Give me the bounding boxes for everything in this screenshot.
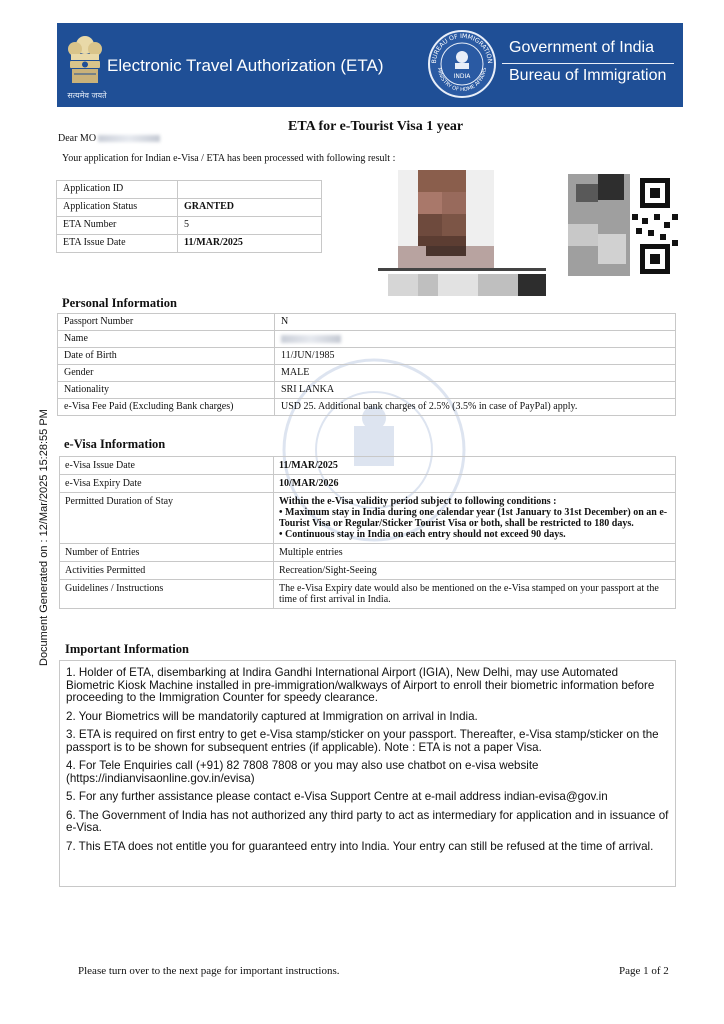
seal-top-text: BUREAU OF IMMIGRATION [430,32,494,64]
row-label: Number of Entries [60,544,274,562]
page-number: Page 1 of 2 [619,965,669,977]
table-row [57,235,322,253]
personal-information-heading: Personal Information [62,296,177,310]
seal-center-text: INDIA [453,73,471,80]
emblem-caption: सत्यमेव जयते [67,91,107,100]
stay-condition-intro: Within the e-Visa validity period subject to following conditions : [279,496,557,507]
table-row [58,399,676,416]
table-row [60,475,676,493]
row-label: Permitted Duration of Stay [60,493,274,544]
table-row [57,181,322,199]
row-label: Application ID [57,181,178,199]
qr-code-icon [568,174,678,276]
generated-timestamp: Document Generated on : 12/Mar/2025 15:28:55 PM [38,409,50,666]
entries-value: Multiple entries [274,544,676,562]
row-label: e-Visa Expiry Date [60,475,274,493]
date-of-birth-value: 11/JUN/1985 [275,348,676,365]
table-row [58,331,676,348]
table-row [58,382,676,399]
applicant-photo [398,170,494,271]
header-banner [57,23,683,107]
application-table [56,180,322,253]
row-label: Nationality [58,382,275,399]
row-label: Activities Permitted [60,562,274,580]
passport-number-value: N [275,314,676,331]
intro-text: Your application for Indian e-Visa / ETA has been processed with following result : [62,153,396,164]
important-item: 2. Your Biometrics will be mandatorily captured at Immigration on arrival in India. [66,709,478,723]
table-row [60,493,676,544]
redacted-name [98,135,160,142]
row-label: Gender [58,365,275,382]
application-status-value: GRANTED [178,199,322,217]
important-item: 6. The Government of India has not authorized any third party to act as intermediary for application and in issuance of e-Visa. [66,808,669,834]
row-label: e-Visa Fee Paid (Excluding Bank charges) [58,399,275,416]
activities-value: Recreation/Sight-Seeing [274,562,676,580]
stay-condition-max: • Maximum stay in India during one calendar year (1st January to 31st December) on an e-Tourist Visa or Regular/Sticker Tourist Visa or both, shall be restricted to 180 days. [279,507,668,529]
important-item: 4. For Tele Enquiries call (+91) 82 7808 7808 or you may also use chatbot on e-visa website (https://indianvisaonline.gov.in/evisa) [66,759,539,785]
evisa-issue-date-value: 11/MAR/2025 [274,457,676,475]
nationality-value: SRI LANKA [275,382,676,399]
guidelines-value: The e-Visa Expiry date would also be mentioned on the e-Visa stamped on your passport at the time of first arrival in India. [274,580,676,609]
personal-table [57,313,676,416]
bureau-label: Bureau of Immigration [509,67,667,84]
photo-image [398,170,494,271]
row-label: ETA Number [57,217,178,235]
table-row [58,314,676,331]
eta-title: Electronic Travel Authorization (ETA) [107,56,384,75]
important-item: 7. This ETA does not entitle you for guaranteed entry into India. Your entry can still be refused at the time of arrival. [66,839,654,853]
table-row [60,580,676,609]
application-id-value [178,181,322,199]
table-row [57,217,322,235]
document-title: ETA for e-Tourist Visa 1 year [288,119,464,134]
important-item: 1. Holder of ETA, disembarking at Indira Gandhi International Airport (IGIA), New Delhi, may use Automated Biometric Kiosk Machine installed in pre-immigration/walkways of Airport to enroll their biometric information before proceeding to the Immigration Counter for speedy clearance. [66,666,655,704]
barcode-icon [378,268,546,298]
footer-note: Please turn over to the next page for important instructions. [78,965,340,977]
table-row [60,457,676,475]
fee-value: USD 25. Additional bank charges of 2.5% (3.5% in case of PayPal) apply. [275,399,676,416]
table-row [58,365,676,382]
row-label: Name [58,331,275,348]
evisa-expiry-date-value: 10/MAR/2026 [274,475,676,493]
banner-divider [502,63,674,64]
salutation [58,133,160,144]
redacted-name-value [281,335,341,343]
evisa-information-heading: e-Visa Information [64,437,166,451]
row-label: ETA Issue Date [57,235,178,253]
row-label: Application Status [57,199,178,217]
stay-conditions [274,493,676,544]
table-row [60,562,676,580]
evisa-table [59,456,676,609]
name-value [275,331,676,348]
row-label: e-Visa Issue Date [60,457,274,475]
eta-number-value: 5 [178,217,322,235]
important-item: 5. For any further assistance please contact e-Visa Support Centre at e-mail address indian-evisa@gov.in [66,790,608,803]
row-label: Passport Number [58,314,275,331]
row-label: Date of Birth [58,348,275,365]
seal-bottom-text: MINISTRY OF HOME AFFAIRS [435,67,489,94]
important-information-box [59,660,676,887]
government-label: Government of India [509,39,654,56]
salutation-text: Dear MO [58,133,97,144]
table-row [57,199,322,217]
eta-issue-date-value: 11/MAR/2025 [178,235,322,253]
table-row [58,348,676,365]
row-label: Guidelines / Instructions [60,580,274,609]
bureau-seal-icon [427,29,497,99]
gender-value: MALE [275,365,676,382]
stay-condition-continuous: • Continuous stay in India on each entry should not exceed 90 days. [279,529,566,540]
table-row [60,544,676,562]
important-information-heading: Important Information [65,642,189,656]
important-item: 3. ETA is required on first entry to get e-Visa stamp/sticker on your passport. Thereafter, e-Visa stamp/sticker on the passport is to be shown for subsequent entries (if applicable). Note : ETA is not a paper Visa. [66,728,659,754]
